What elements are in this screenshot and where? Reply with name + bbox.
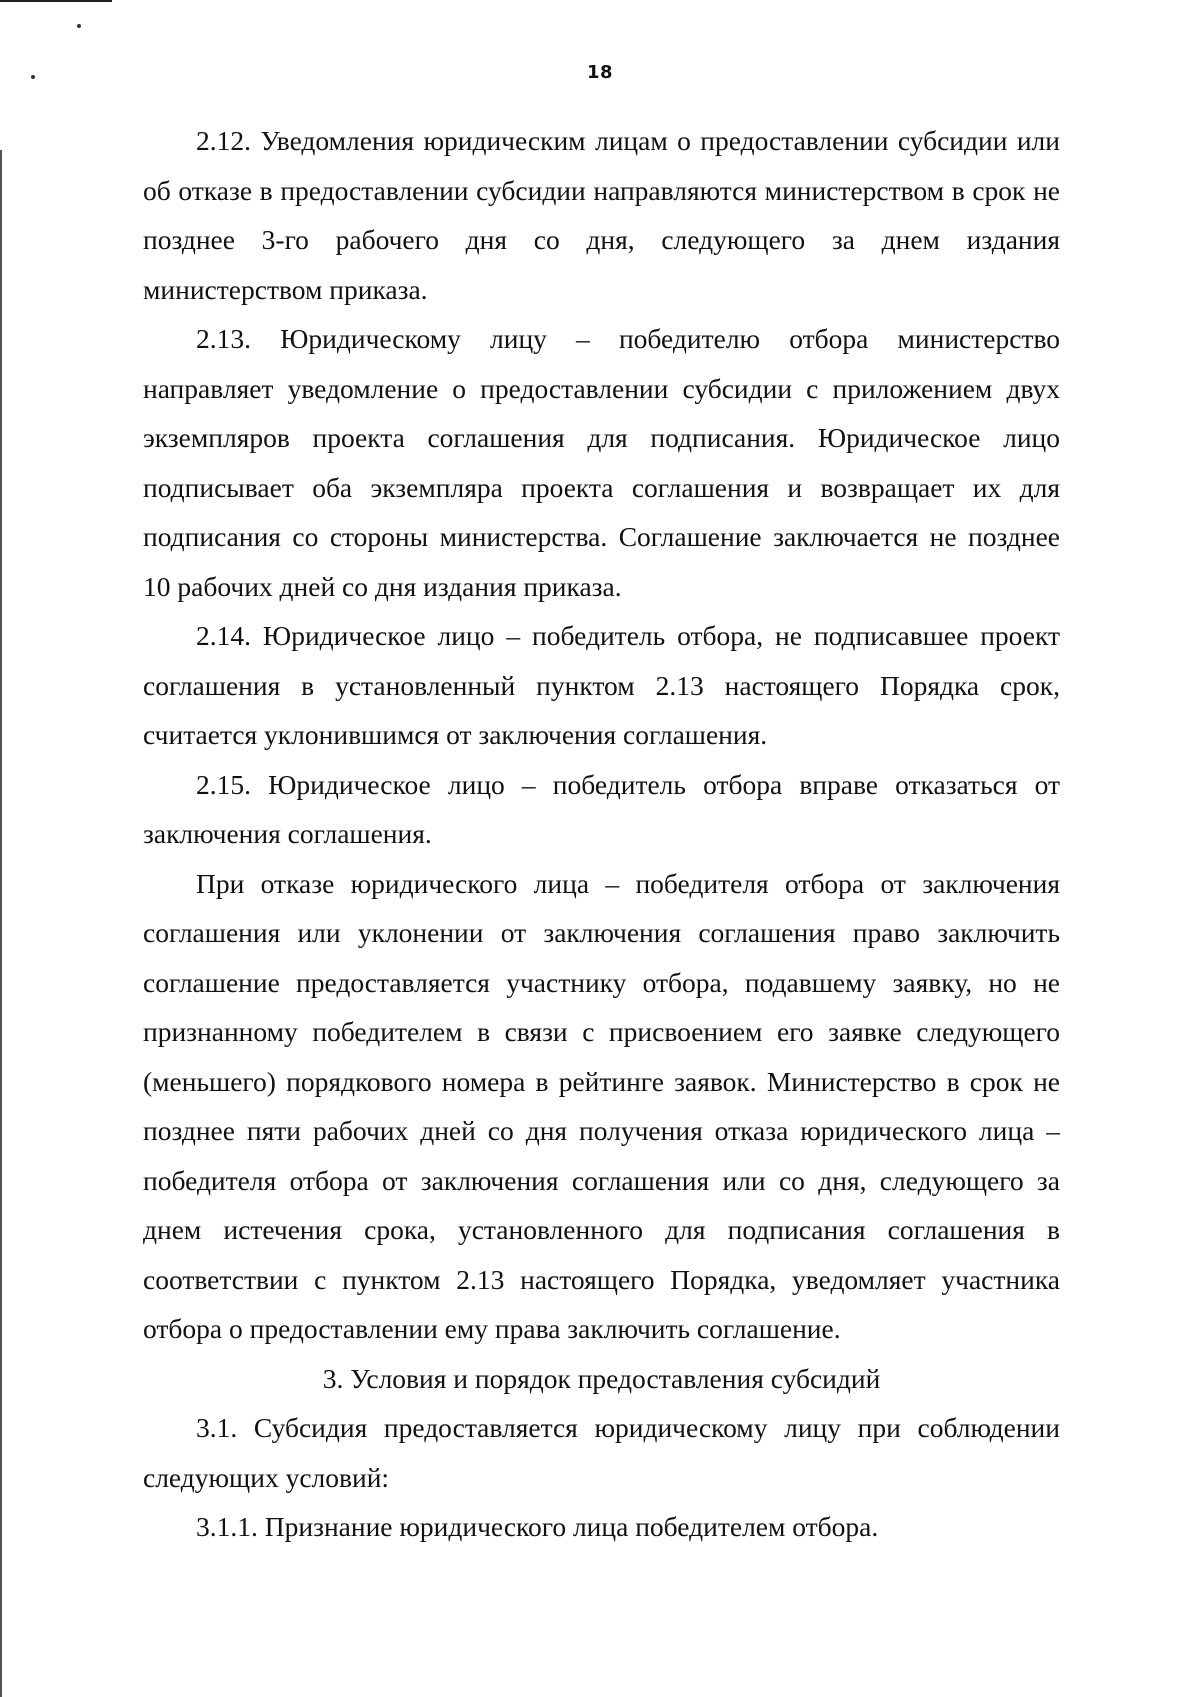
page-number: 18 xyxy=(586,62,614,83)
scan-edge-mark xyxy=(0,0,112,2)
paragraph-refusal: При отказе юридического лица – победителя отбора от заключения соглашения или уклонении от заключения соглашения право заключить соглашение предоставляется участнику отбора, подавшему заявку, но не признанному победителем в связи с присвоением его заявке следующего (меньшего) порядкового номера в рейтинге заявок. Министерство в срок не позднее пяти рабочих дней со дня получения отказа юридического лица – победителя отбора от заключения соглашения или со дня, следующего за днем истечения срока, установленного для подписания соглашения в соответствии с пунктом 2.13 настоящего Порядка, уведомляет участника отбора о предоставлении ему права заключить соглашение. xyxy=(143,867,1060,1344)
scan-speck xyxy=(77,24,81,28)
paragraph-2-15: 2.15. Юридическое лицо – победитель отбора вправе отказаться от заключения соглашения. xyxy=(143,768,1060,849)
paragraph-3-1-1: 3.1.1. Признание юридического лица победителем отбора. xyxy=(196,1511,879,1542)
paragraph-2-12: 2.12. Уведомления юридическим лицам о предоставлении субсидии или об отказе в предоставлении субсидии направляются министерством в срок не позднее 3-го рабочего дня со дня, следующего за днем издания министерством приказа. xyxy=(143,125,1060,305)
section-title: 3. Условия и порядок предоставления субсидий xyxy=(322,1362,881,1394)
document-body xyxy=(143,116,1060,1552)
paragraph-2-13: 2.13. Юридическому лицу – победителю отбора министерство направляет уведомление о предоставлении субсидии с приложением двух экземпляров проекта соглашения для подписания. Юридическое лицо подписывает оба экземпляра проекта соглашения и возвращает их для подписания со стороны министерства. Соглашение заключается не позднее 10 рабочих дней со дня издания приказа. xyxy=(143,323,1060,602)
paragraph-3-1: 3.1. Субсидия предоставляется юридическому лицу при соблюдении следующих условий: xyxy=(143,1412,1060,1493)
scan-left-edge xyxy=(0,150,2,1697)
paragraph-2-14: 2.14. Юридическое лицо – победитель отбора, не подписавшее проект соглашения в установленный пунктом 2.13 настоящего Порядка срок, считается уклонившимся от заключения соглашения. xyxy=(143,620,1060,750)
